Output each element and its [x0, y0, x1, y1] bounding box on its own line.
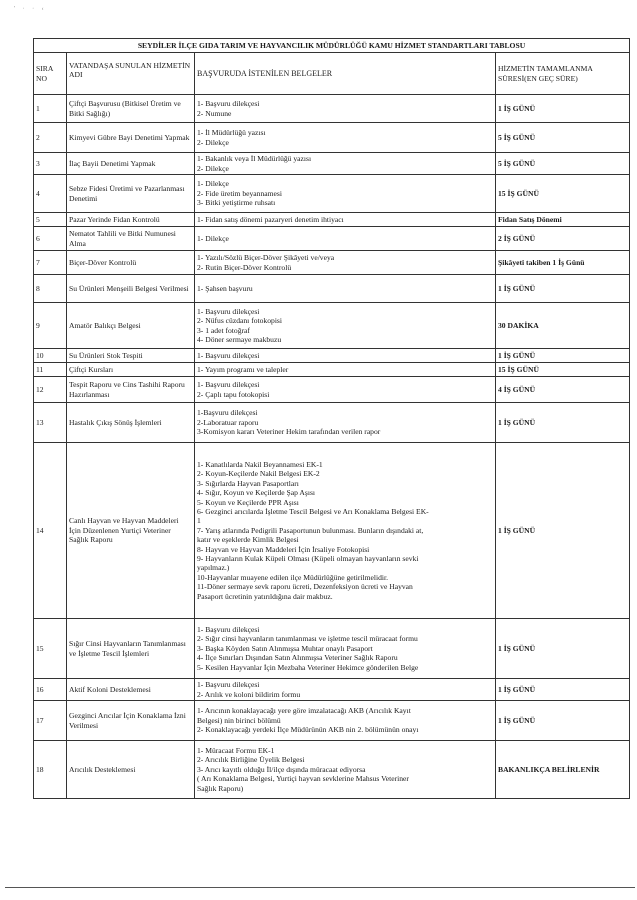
required-documents: [195, 175, 496, 213]
row-number: 7: [34, 251, 67, 275]
document-item: 1- Arıcının konaklayacağı yere göre imzalatacağı AKB (Arıcılık Kayıt: [197, 706, 411, 716]
service-name: Nematot Tahlili ve Bitki Numunesi Alma: [67, 227, 195, 251]
service-name: Çiftçi Başvurusu (Bitkisel Üretim ve Bitki Sağlığı): [67, 95, 195, 123]
document-item: 1- Müracaat Formu EK-1: [197, 745, 275, 755]
table-row: [34, 275, 630, 303]
required-documents: [195, 679, 496, 701]
document-item: 1: [197, 516, 201, 526]
table-row: [34, 377, 630, 403]
service-name: Su Ürünleri Menşeili Belgesi Verilmesi: [67, 275, 195, 303]
service-name: Sığır Cinsi Hayvanların Tanımlanması ve İşletme Tescil İşlemleri: [67, 619, 195, 679]
document-item: 2- Rutin Biçer-Döver Kontrolü: [197, 262, 292, 272]
document-item: 4- İlçe Sınırları Dışından Satın Alınmışsa Veteriner Sağlık Raporu: [197, 653, 398, 663]
document-item: 1- Kanatlılarda Nakil Beyannamesi EK-1: [197, 459, 323, 469]
table-row: [34, 701, 630, 741]
document-item: yapılmaz.): [197, 563, 230, 573]
document-item: 7- Yarış atlarında Pedigrili Pasaportunun bulunması. Bunların dışındaki at,: [197, 525, 424, 535]
required-documents: [195, 251, 496, 275]
document-item: 2- Numune: [197, 108, 232, 118]
table-row: [34, 349, 630, 363]
document-item: 1- Başvuru dilekçesi: [197, 350, 260, 360]
document-item: katır ve eşeklerde Kimlik Belgesi: [197, 535, 299, 545]
document-item: 2- Arılık ve koloni bildirim formu: [197, 689, 301, 699]
row-number: 6: [34, 227, 67, 251]
service-name: Aktif Koloni Desteklemesi: [67, 679, 195, 701]
document-item: 2- Koyun-Keçilerde Nakil Belgesi EK-2: [197, 469, 320, 479]
required-documents: [195, 153, 496, 175]
table-row: [34, 741, 630, 799]
table-row: [34, 403, 630, 443]
service-name: Gezginci Arıcılar İçin Konaklama İzni Verilmesi: [67, 701, 195, 741]
required-documents: [195, 701, 496, 741]
required-documents: [195, 275, 496, 303]
required-documents: [195, 349, 496, 363]
row-number: 17: [34, 701, 67, 741]
row-number: 3: [34, 153, 67, 175]
row-number: 11: [34, 363, 67, 377]
service-name: Sebze Fidesi Üretimi ve Pazarlanması Denetimi: [67, 175, 195, 213]
completion-time: 5 İŞ GÜNÜ: [496, 153, 630, 175]
required-documents: [195, 123, 496, 153]
row-number: 18: [34, 741, 67, 799]
required-documents: [195, 403, 496, 443]
table-row: [34, 443, 630, 619]
completion-time: Şikâyeti takiben 1 İş Günü: [496, 251, 630, 275]
document-item: Belgesi) nin birinci bölümü: [197, 715, 281, 725]
document-item: 1- Fidan satış dönemi pazaryeri denetim ihtiyacı: [197, 214, 344, 224]
service-name: Canlı Hayvan ve Hayvan Maddeleri İçin Düzenlenen Yurtiçi Veteriner Sağlık Raporu: [67, 443, 195, 619]
completion-time: BAKANLIKÇA BELİRLENİR: [496, 741, 630, 799]
row-number: 8: [34, 275, 67, 303]
header-service: VATANDAŞA SUNULAN HİZMETİN ADI: [67, 53, 195, 95]
completion-time: Fidan Satış Dönemi: [496, 213, 630, 227]
completion-time: 1 İŞ GÜNÜ: [496, 701, 630, 741]
row-number: 9: [34, 303, 67, 349]
table-row: [34, 123, 630, 153]
required-documents: [195, 227, 496, 251]
document-item: 3- Arıcı kayıtlı olduğu İl/ilçe dışında müracaat ediyorsa: [197, 764, 366, 774]
required-documents: [195, 95, 496, 123]
service-name: Amatör Balıkçı Belgesi: [67, 303, 195, 349]
scan-marks: ' · · ‹: [14, 6, 47, 12]
table-title-row: [34, 39, 630, 53]
document-item: 3- 1 adet fotoğraf: [197, 325, 250, 335]
row-number: 16: [34, 679, 67, 701]
table-row: [34, 363, 630, 377]
document-item: 1- Bakanlık veya İl Müdürlüğü yazısı: [197, 154, 312, 164]
service-name: Biçer-Döver Kontrolü: [67, 251, 195, 275]
completion-time: 1 İŞ GÜNÜ: [496, 679, 630, 701]
table-title: SEYDİLER İLÇE GIDA TARIM VE HAYVANCILIK MÜDÜRLÜĞÜ KAMU HİZMET STANDARTLARI TABLOSU: [34, 39, 630, 53]
document-item: 1- Başvuru dilekçesi: [197, 99, 260, 109]
completion-time: 15 İŞ GÜNÜ: [496, 175, 630, 213]
service-name: Pazar Yerinde Fidan Kontrolü: [67, 213, 195, 227]
completion-time: 1 İŞ GÜNÜ: [496, 275, 630, 303]
service-name: Arıcılık Desteklemesi: [67, 741, 195, 799]
document-item: 2-Laboratuar raporu: [197, 417, 259, 427]
header-no: SIRA NO: [34, 53, 67, 95]
document-item: 3-Komisyon kararı Veteriner Hekim tarafından verilen rapor: [197, 427, 381, 437]
table-row: [34, 619, 630, 679]
document-item: 2- Çaplı tapu fotokopisi: [197, 389, 270, 399]
document-item: 2- Dilekçe: [197, 137, 229, 147]
page-bottom-rule: [5, 887, 635, 888]
document-item: 9- Hayvanların Kulak Küpeli Olması (Küpeli olmayan hayvanların sevki: [197, 554, 419, 564]
completion-time: 1 İŞ GÜNÜ: [496, 443, 630, 619]
document-item: 2- Konaklayacağı yerdeki İlçe Müdürünün AKB nin 2. bölümünün onayı: [197, 725, 419, 735]
row-number: 15: [34, 619, 67, 679]
document-item: 5- Koyun ve Keçilerde PPR Aşısı: [197, 497, 299, 507]
service-name: İlaç Bayii Denetimi Yapmak: [67, 153, 195, 175]
document-item: 2- Arıcılık Birliğine Üyelik Belgesi: [197, 755, 305, 765]
document-item: 1-Başvuru dilekçesi: [197, 408, 258, 418]
service-name: Çiftçi Kursları: [67, 363, 195, 377]
required-documents: [195, 443, 496, 619]
document-item: 2- Sığır cinsi hayvanların tanımlanması ve işletme tescil müracaat formu: [197, 634, 418, 644]
document-item: 4- Sığır, Koyun ve Keçilerde Şap Aşısı: [197, 488, 316, 498]
document-item: 5- Kesilen Hayvanlar İçin Mezbaha Veteriner Hekimce gönderilen Belge: [197, 662, 419, 672]
document-item: 2- Fide üretim beyannamesi: [197, 188, 282, 198]
service-name: Hastalık Çıkış Sönüş İşlemleri: [67, 403, 195, 443]
completion-time: 1 İŞ GÜNÜ: [496, 349, 630, 363]
document-item: 1- İl Müdürlüğü yazısı: [197, 128, 266, 138]
completion-time: 30 DAKİKA: [496, 303, 630, 349]
table-row: [34, 227, 630, 251]
row-number: 13: [34, 403, 67, 443]
table-header-row: [34, 53, 630, 95]
required-documents: [195, 303, 496, 349]
document-item: 1- Yazılı/Sözlü Biçer-Döver Şikâyeti ve/veya: [197, 253, 335, 263]
table-row: [34, 303, 630, 349]
service-standards-table: [33, 38, 630, 799]
table-row: [34, 251, 630, 275]
document-item: 1- Yayım programı ve talepler: [197, 364, 289, 374]
service-name: Su Ürünleri Stok Tespiti: [67, 349, 195, 363]
document-item: 1- Dilekçe: [197, 179, 229, 189]
document-item: 1- Dilekçe: [197, 233, 229, 243]
document-item: 1- Başvuru dilekçesi: [197, 306, 260, 316]
header-time: HİZMETİN TAMAMLANMA SÜRESİ(EN GEÇ SÜRE): [496, 53, 630, 95]
completion-time: 15 İŞ GÜNÜ: [496, 363, 630, 377]
document-item: 8- Hayvan ve Hayvan Maddeleri İçin İrsaliye Fotokopisi: [197, 544, 370, 554]
header-docs: BAŞVURUDA İSTENİLEN BELGELER: [195, 53, 496, 95]
row-number: 10: [34, 349, 67, 363]
document-item: 1- Şahsen başvuru: [197, 283, 253, 293]
row-number: 5: [34, 213, 67, 227]
document-item: 2- Nüfus cüzdanı fotokopisi: [197, 316, 282, 326]
document-item: 1- Başvuru dilekçesi: [197, 380, 260, 390]
row-number: 4: [34, 175, 67, 213]
required-documents: [195, 363, 496, 377]
required-documents: [195, 213, 496, 227]
table-row: [34, 213, 630, 227]
completion-time: 4 İŞ GÜNÜ: [496, 377, 630, 403]
row-number: 12: [34, 377, 67, 403]
required-documents: [195, 377, 496, 403]
service-name: Tespit Raporu ve Cins Tashihi Raporu Hazırlanması: [67, 377, 195, 403]
row-number: 1: [34, 95, 67, 123]
table-row: [34, 153, 630, 175]
table-row: [34, 679, 630, 701]
table-row: [34, 95, 630, 123]
document-item: 3- Başka Köyden Satın Alınmışsa Muhtar onaylı Pasaport: [197, 643, 373, 653]
document-item: Sağlık Raporu): [197, 783, 244, 793]
document-item: 4- Döner sermaye makbuzu: [197, 334, 282, 344]
document-item: Pasaport ücretinin yatırıldığına dair makbuz.: [197, 591, 333, 601]
document-item: 3- Sığırlarda Hayvan Pasaportları: [197, 478, 299, 488]
required-documents: [195, 619, 496, 679]
document-item: 11-Döner sermaye sevk raporu ücreti, Dezenfeksiyon ücreti ve Hayvan: [197, 582, 413, 592]
table-row: [34, 175, 630, 213]
completion-time: 2 İŞ GÜNÜ: [496, 227, 630, 251]
service-name: Kimyevi Gübre Bayi Denetimi Yapmak: [67, 123, 195, 153]
document-item: 1- Başvuru dilekçesi: [197, 624, 260, 634]
document-item: 2- Dilekçe: [197, 163, 229, 173]
document-item: ( Arı Konaklama Belgesi, Yurtiçi hayvan sevklerine Mahsus Veteriner: [197, 774, 409, 784]
document-item: 1- Başvuru dilekçesi: [197, 680, 260, 690]
completion-time: 5 İŞ GÜNÜ: [496, 123, 630, 153]
document-item: 3- Bitki yetiştirme ruhsatı: [197, 198, 276, 208]
required-documents: [195, 741, 496, 799]
document-item: 10-Hayvanlar muayene edilen ilçe Müdürlüğüne getirilmelidir.: [197, 572, 389, 582]
row-number: 2: [34, 123, 67, 153]
document-item: 6- Gezginci arıcılarda İşletme Tescil Belgesi ve Arı Konaklama Belgesi EK-: [197, 506, 429, 516]
completion-time: 1 İŞ GÜNÜ: [496, 95, 630, 123]
completion-time: 1 İŞ GÜNÜ: [496, 619, 630, 679]
row-number: 14: [34, 443, 67, 619]
completion-time: 1 İŞ GÜNÜ: [496, 403, 630, 443]
